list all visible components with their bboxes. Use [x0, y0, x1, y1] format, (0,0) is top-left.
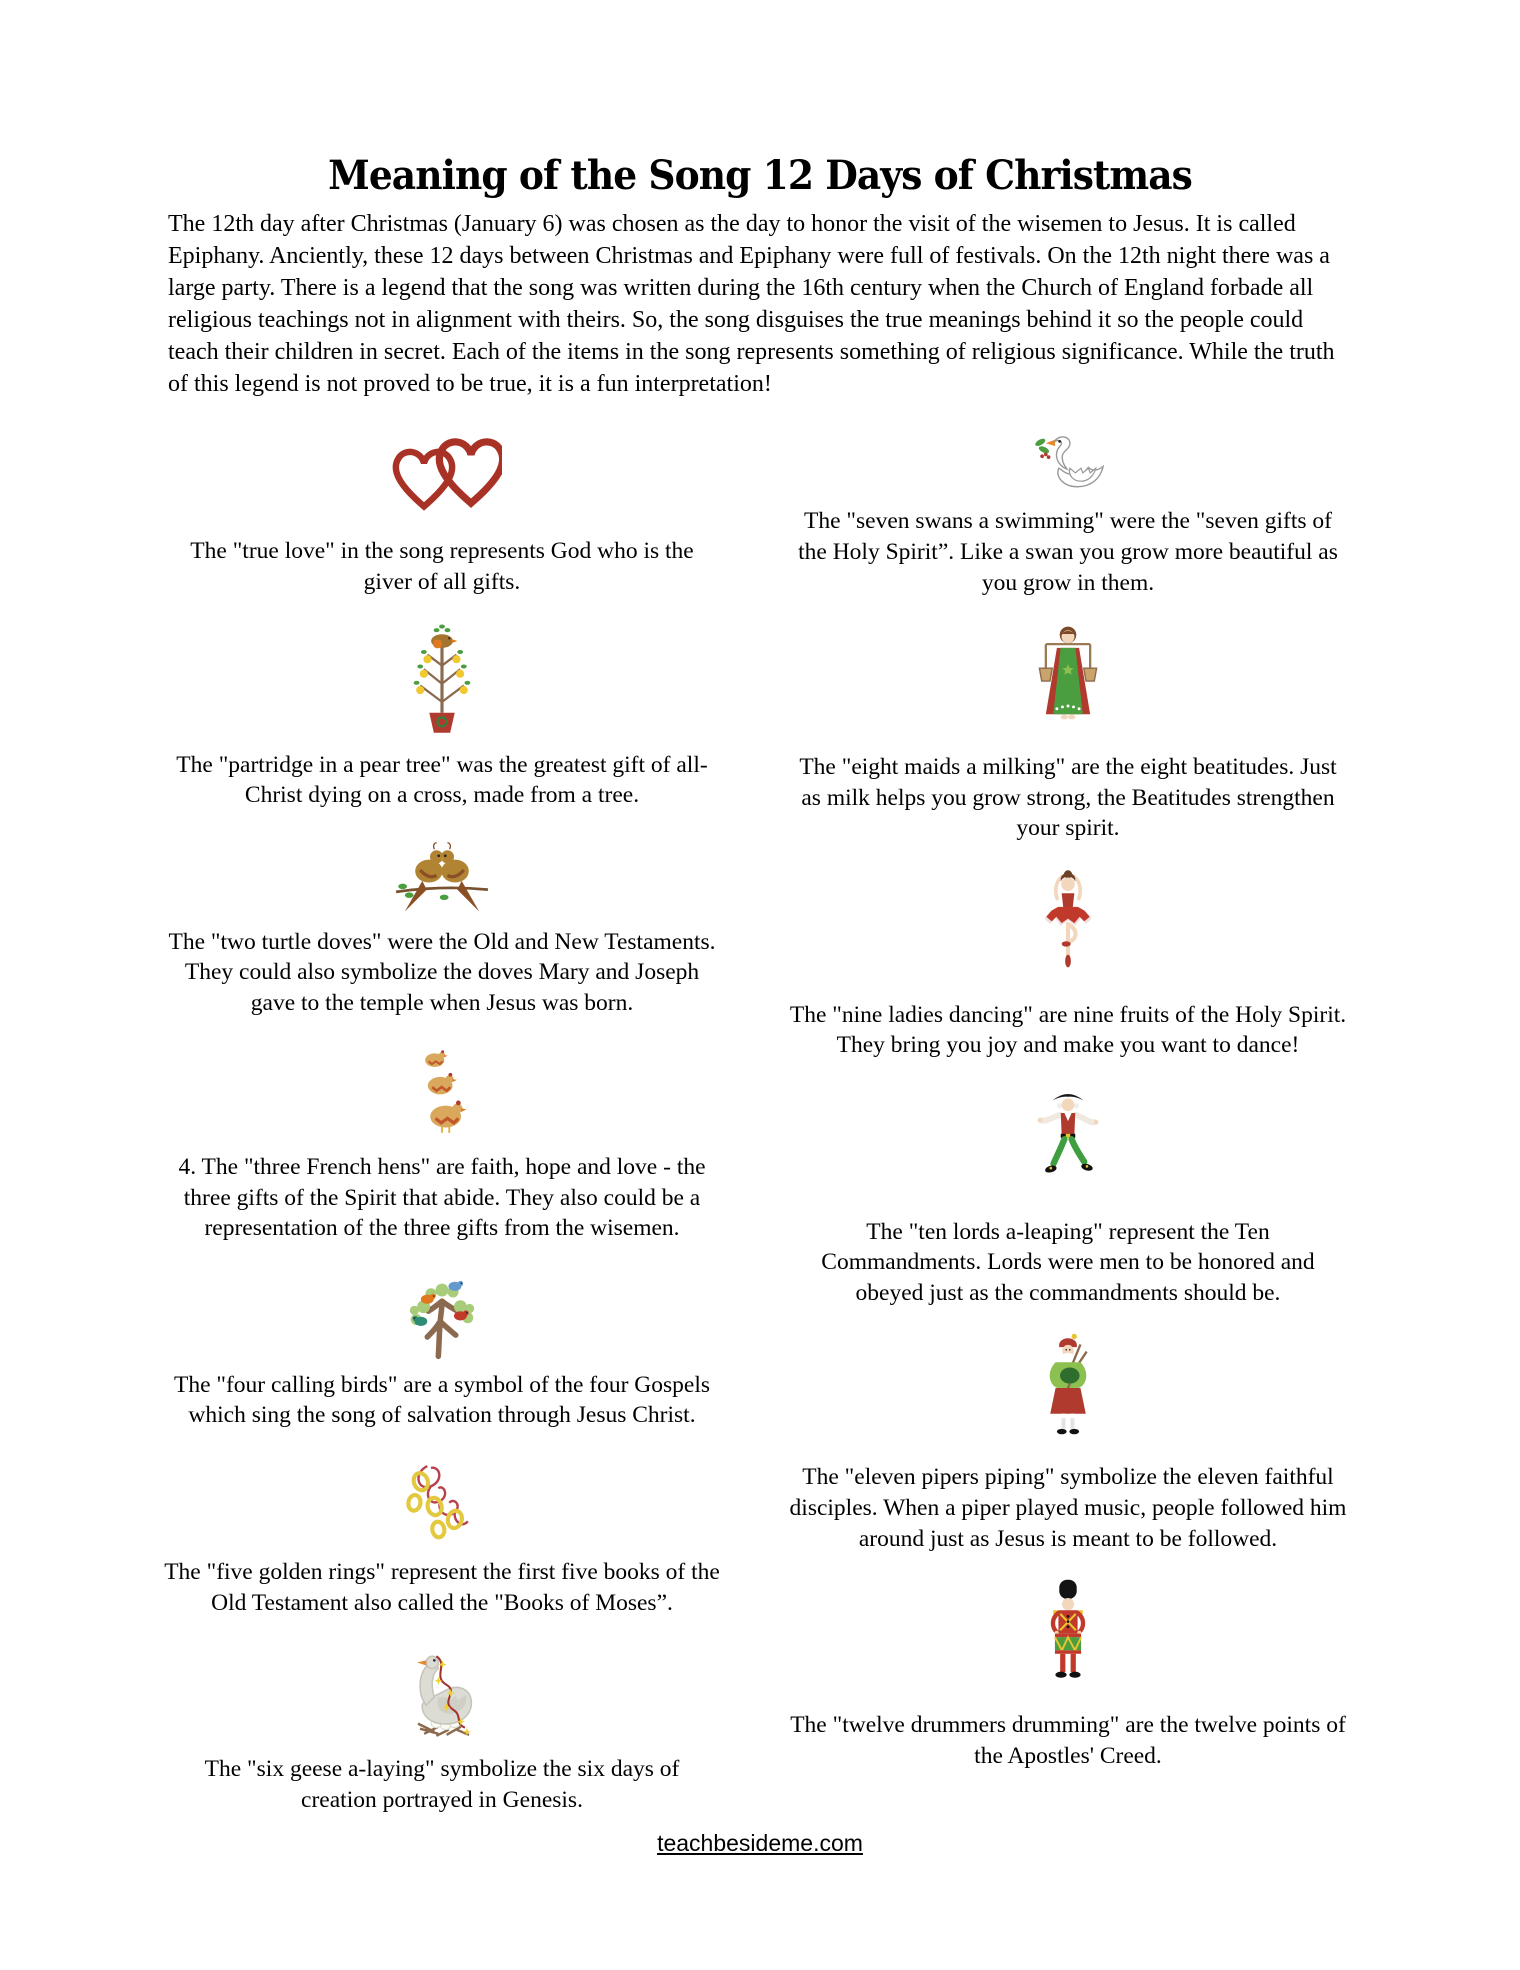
- item-text: The "five golden rings" represent the first five books of the Old Testament also called the "Books of Moses”.: [164, 1559, 720, 1616]
- item-text: The "ten lords a-leaping" represent the Ten Commandments. Lords were men to be honored and obeyed just as the commandments should be.: [821, 1218, 1315, 1306]
- nine-ladies-icon: [1018, 868, 1118, 990]
- seven-swans-icon: [1013, 422, 1123, 496]
- two-hearts-icon: [382, 422, 502, 526]
- item-text: The "seven swans a swimming" were the "seven gifts of the Holy Spirit”. Like a swan you grow more beautiful as you grow in them.: [798, 508, 1338, 596]
- item-drummers: [788, 1578, 1348, 1771]
- left-column: [164, 422, 720, 1839]
- item-text: The "eleven pipers piping" symbolize the eleven faithful disciples. When a piper played music, people followed him around just as Jesus is meant to be followed.: [789, 1464, 1347, 1552]
- item-french-hens: [164, 1042, 720, 1244]
- item-text: The "eight maids a milking" are the eight beatitudes. Just as milk helps you grow strong, the Beatitudes strengthen your spirit.: [799, 754, 1337, 842]
- footer: [0, 1830, 1520, 1857]
- item-swans: [788, 422, 1348, 598]
- page-title: Meaning of the Song 12 Days of Christmas: [328, 152, 1192, 199]
- four-calling-birds-icon: [392, 1268, 492, 1360]
- item-text: The "four calling birds" are a symbol of the four Gospels which sing the song of salvation through Jesus Christ.: [173, 1371, 711, 1429]
- item-text: The "true love" in the song represents God who is the giver of all gifts.: [190, 538, 694, 595]
- item-pipers: [788, 1332, 1348, 1554]
- item-geese: [164, 1642, 720, 1815]
- twelve-drummers-icon: [1018, 1578, 1118, 1700]
- partridge-pear-tree-icon: [392, 622, 492, 740]
- eight-maids-icon: [1018, 622, 1118, 742]
- item-text: The "partridge in a pear tree" was the greatest gift of all- Christ dying on a cross, made from a tree.: [176, 751, 708, 809]
- five-golden-rings-icon: [392, 1455, 492, 1547]
- item-ladies-dancing: [788, 868, 1348, 1061]
- item-maids: [788, 622, 1348, 844]
- six-geese-a-laying-icon: [390, 1642, 495, 1744]
- item-text: The "two turtle doves" were the Old and New Testaments. They could also symbolize the doves Mary and Joseph gave to the temple when Jesus was born.: [168, 928, 716, 1016]
- item-text: The "six geese a-laying" symbolize the six days of creation portrayed in Genesis.: [204, 1756, 680, 1813]
- three-french-hens-icon: [392, 1042, 492, 1142]
- item-calling-birds: [164, 1268, 720, 1431]
- item-partridge: [164, 622, 720, 811]
- ten-lords-icon: [1018, 1085, 1118, 1207]
- two-column-layout: [0, 422, 1520, 1839]
- item-lords-leaping: [788, 1085, 1348, 1309]
- item-text: 4. The "three French hens" are faith, hope and love - the three gifts of the Spirit that abide. They also could be a representation of the three gifts from the wisemen.: [178, 1154, 706, 1242]
- right-column: [788, 422, 1348, 1839]
- item-golden-rings: [164, 1455, 720, 1618]
- item-text: The "twelve drummers drumming" are the twelve points of the Apostles' Creed.: [790, 1712, 1346, 1769]
- item-text: The "nine ladies dancing" are nine fruits of the Holy Spirit. They bring you joy and make you want to dance!: [789, 1001, 1347, 1059]
- two-turtle-doves-icon: [387, 835, 497, 917]
- footer-link[interactable]: teachbesideme.com: [657, 1830, 863, 1856]
- intro-paragraph: The 12th day after Christmas (January 6) was chosen as the day to honor the visit of the wisemen to Jesus. It is called Epiphany. Anciently, these 12 days between Christmas and Epiphany were full of festivals. On the 12th night there was a large party. There is a legend that the song was written during the 16th century when the Church of England forbade all religious teachings not in alignment with theirs. So, the song disguises the true meanings behind it so the people could teach their children in secret. Each of the items in the song represents something of religious significance. While the truth of this legend is not proved to be true, it is a fun interpretation!: [168, 211, 1335, 397]
- item-true-love: [164, 422, 720, 597]
- eleven-pipers-icon: [1018, 1332, 1118, 1452]
- item-turtle-doves: [164, 835, 720, 1019]
